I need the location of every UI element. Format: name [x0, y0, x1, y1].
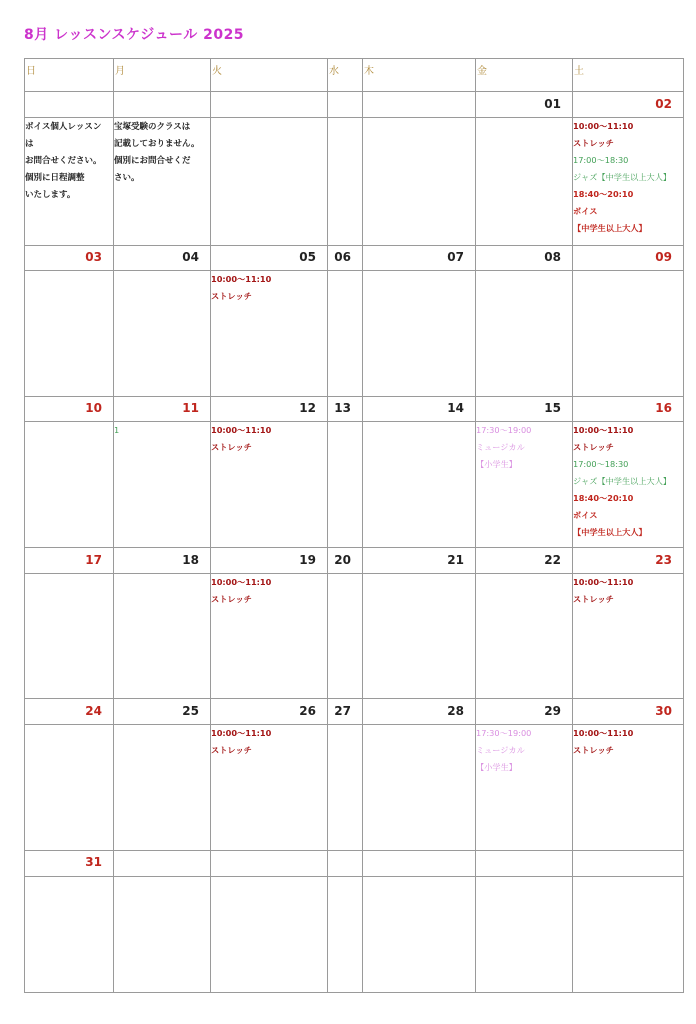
grid-line	[24, 245, 684, 246]
event-time: 10:00～11:10	[211, 728, 272, 738]
day-number: 11	[182, 401, 199, 415]
event-list	[573, 118, 671, 237]
event-label: ストレッチ	[211, 442, 252, 452]
day-number: 27	[334, 704, 351, 718]
day-number: 17	[85, 553, 102, 567]
weekday-wed: 水	[329, 66, 339, 77]
event-label: ストレッチ	[573, 138, 614, 148]
grid-line	[24, 396, 684, 397]
day-number: 05	[299, 250, 316, 264]
day-number: 04	[182, 250, 199, 264]
grid-line	[210, 58, 211, 993]
event-group: 【小学生】	[476, 762, 517, 772]
note-voice-private: ボイス個人レッスン は お問合せください。 個別に日程調整 いたします。	[25, 122, 102, 200]
weekday-sat: 土	[574, 66, 584, 77]
day-number: 29	[544, 704, 561, 718]
weekday-mon: 月	[115, 66, 125, 77]
grid-line	[24, 850, 684, 851]
day-number: 23	[655, 553, 672, 567]
event-time: 10:00～11:10	[211, 577, 272, 587]
event-list	[476, 422, 531, 473]
day-number: 19	[299, 553, 316, 567]
event-time: 17:00～18:30	[573, 459, 629, 469]
grid-line	[24, 698, 684, 699]
day-number: 09	[655, 250, 672, 264]
event-label: ジャズ【中学生以上大人】	[573, 476, 672, 486]
event-label: ストレッチ	[211, 745, 252, 755]
event-time: 10:00～11:10	[573, 425, 634, 435]
day-number: 06	[334, 250, 351, 264]
event-list	[211, 574, 271, 608]
weekday-sun: 日	[26, 66, 36, 77]
day-number: 18	[182, 553, 199, 567]
event-label: ミュージカル	[476, 745, 525, 755]
grid-line	[327, 58, 328, 993]
day-number: 21	[447, 553, 464, 567]
event-label: ストレッチ	[573, 745, 614, 755]
day-number: 20	[334, 553, 351, 567]
event-list	[573, 422, 671, 541]
grid-line	[362, 58, 363, 993]
day-number: 14	[447, 401, 464, 415]
event-note: 1	[114, 425, 120, 435]
day-number: 12	[299, 401, 316, 415]
grid-line	[24, 876, 684, 877]
event-group: 【中学生以上大人】	[573, 527, 647, 537]
event-label: ミュージカル	[476, 442, 525, 452]
event-time: 10:00～11:10	[573, 121, 634, 131]
grid-line	[24, 58, 684, 59]
day-number: 13	[334, 401, 351, 415]
day-number: 25	[182, 704, 199, 718]
event-group: 【小学生】	[476, 459, 517, 469]
weekday-thu: 木	[364, 66, 374, 77]
day-number: 28	[447, 704, 464, 718]
event-time: 18:40～20:10	[573, 493, 634, 503]
grid-line	[683, 58, 684, 993]
day-number: 07	[447, 250, 464, 264]
day-number: 08	[544, 250, 561, 264]
event-label: ストレッチ	[211, 594, 252, 604]
event-label: ストレッチ	[573, 594, 614, 604]
event-label: ボイス	[573, 206, 598, 216]
day-number: 16	[655, 401, 672, 415]
grid-line	[113, 58, 114, 993]
event-list	[573, 574, 633, 608]
grid-line	[24, 547, 684, 548]
day-number: 31	[85, 855, 102, 869]
event-label: ボイス	[573, 510, 598, 520]
event-list	[211, 725, 271, 759]
event-list	[573, 725, 633, 759]
grid-line	[24, 992, 684, 993]
event-time: 17:30～19:00	[476, 728, 532, 738]
event-time: 17:30～19:00	[476, 425, 532, 435]
event-list	[211, 271, 271, 305]
grid-line	[475, 58, 476, 993]
day-number: 22	[544, 553, 561, 567]
day-number: 24	[85, 704, 102, 718]
grid-line	[24, 270, 684, 271]
event-time: 10:00～11:10	[573, 577, 634, 587]
event-label: ストレッチ	[211, 291, 252, 301]
grid-line	[24, 91, 684, 92]
day-number: 15	[544, 401, 561, 415]
event-group: 【中学生以上大人】	[573, 223, 647, 233]
day-number: 30	[655, 704, 672, 718]
weekday-tue: 火	[212, 66, 222, 77]
day-number: 26	[299, 704, 316, 718]
page-title: 8月 レッスンスケジュール 2025	[24, 27, 245, 43]
event-time: 17:00～18:30	[573, 155, 629, 165]
note-takarazuka: 宝塚受験のクラスは 記載しておりません。 個別にお問合せくだ さい。	[114, 122, 200, 183]
event-time: 10:00～11:10	[211, 274, 272, 284]
event-time: 18:40～20:10	[573, 189, 634, 199]
day-number: 01	[544, 97, 561, 111]
weekday-fri: 金	[477, 66, 487, 77]
event-label: ストレッチ	[573, 442, 614, 452]
event-time: 10:00～11:10	[573, 728, 634, 738]
day-number: 02	[655, 97, 672, 111]
day-number: 03	[85, 250, 102, 264]
event-label: ジャズ【中学生以上大人】	[573, 172, 672, 182]
event-list	[476, 725, 531, 776]
event-time: 10:00～11:10	[211, 425, 272, 435]
event-list	[211, 422, 271, 456]
day-number: 10	[85, 401, 102, 415]
